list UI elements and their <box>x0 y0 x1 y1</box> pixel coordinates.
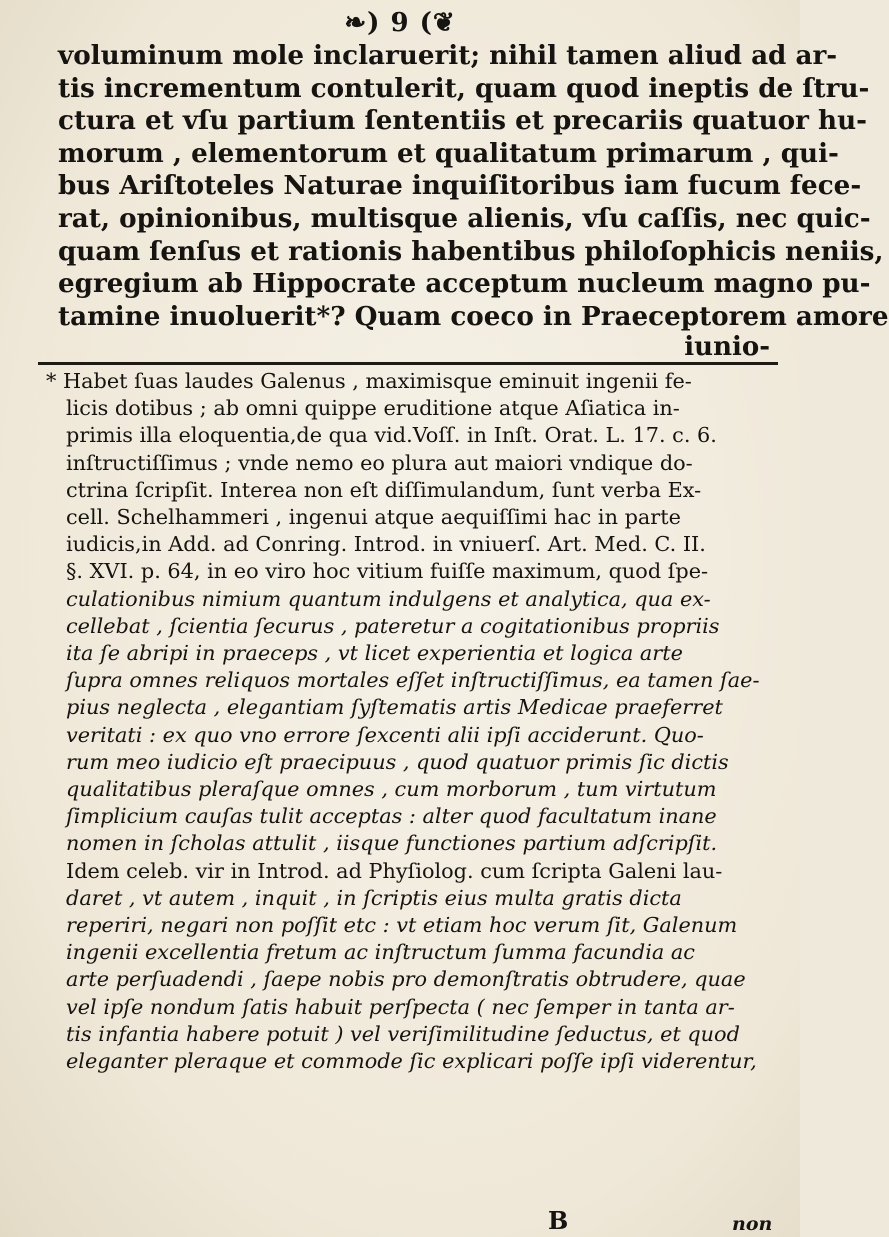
footnote-line: inſtructiſſimus ; vnde nemo eo plura aut maiori vndique do- <box>66 450 693 475</box>
main-line: voluminum mole inclaruerit; nihil tamen aliud ad ar- <box>58 40 838 71</box>
main-line: bus Ariſtoteles Naturae inquiſitoribus iam fucum fece- <box>58 170 862 202</box>
footnote-line: primis illa eloquentia,de qua vid.Voſſ. in Inſt. Orat. L. 17. c. 6. <box>66 423 717 448</box>
footnote-line: ingenii excellentia fretum ac inſtructum ſumma facundia ac <box>66 940 695 965</box>
page-number: 9 <box>390 8 410 38</box>
main-line: morum , elementorum et qualitatum primarum , qui- <box>58 137 839 169</box>
footnote-line: ita ſe abripi in praeceps , vt licet experientia et logica arte <box>66 641 683 666</box>
footnote-line: tis infantia habere potuit ) vel veriſimilitudine ſeductus, et quod <box>66 1021 740 1046</box>
main-line: ctura et vſu partium ſententiis et precariis quatuor hu- <box>58 105 867 137</box>
footnote-line: cell. Schelhammeri , ingenui atque aequiſſimi hac in parte <box>66 505 681 530</box>
main-text <box>58 40 889 333</box>
footnote-line: cellebat , ſcientia ſecurus , pateretur a cogitationibus propriis <box>66 613 720 638</box>
header-ornament-right: (❦ <box>409 8 456 38</box>
main-line: tis incrementum contulerit, quam quod ineptis de ſtru- <box>58 72 870 104</box>
signature-mark: B <box>548 1206 569 1235</box>
footnote <box>46 368 776 1075</box>
footnote-line: Idem celeb. vir in Introd. ad Phyſiolog. cum ſcripta Galeni lau- <box>66 858 723 883</box>
footnote-line: culationibus nimium quantum indulgens et analytica, qua ex- <box>66 586 711 611</box>
catchword-main: iunio- <box>684 332 770 362</box>
header-ornament-left: ❧) <box>344 8 391 38</box>
footnote-line: arte perſuadendi , ſaepe nobis pro demonſtratis obtrudere, quae <box>66 967 746 992</box>
catchword-footnote: non <box>732 1213 773 1235</box>
footnote-line: eleganter pleraque et commode ſic explicari poſſe ipſi viderentur, <box>66 1049 757 1074</box>
main-line: egregium ab Hippocrate acceptum nucleum magno pu- <box>58 268 871 300</box>
footnote-line: ſupra omnes reliquos mortales eſſet inſtructiſſimus, ea tamen ſae- <box>66 668 760 693</box>
footnote-rule <box>38 362 778 365</box>
footnote-line: licis dotibus ; ab omni quippe eruditione atque Aſiatica in- <box>66 396 680 421</box>
footnote-line: ſimplicium cauſas tulit acceptas : alter quod facultatum inane <box>66 804 717 829</box>
footnote-line: rum meo iudicio eſt praecipuus , quod quatuor primis ſic dictis <box>66 749 729 774</box>
footnote-line: ctrina ſcripſit. Interea non eſt diſſimulandum, ſunt verba Ex- <box>66 477 702 502</box>
main-line: quam ſenſus et rationis habentibus philoſophicis neniis, <box>58 235 884 267</box>
page-header <box>0 8 800 38</box>
footnote-line: iudicis,in Add. ad Conring. Introd. in vniuerſ. Art. Med. C. II. <box>66 532 706 557</box>
footnote-line: * Habet ſuas laudes Galenus , maximisque eminuit ingenii fe- <box>46 369 692 393</box>
footnote-line: vel ipſe nondum ſatis habuit perſpecta ( nec ſemper in tanta ar- <box>66 994 735 1019</box>
footnote-line: qualitatibus pleraſque omnes , cum morborum , tum virtutum <box>66 777 717 802</box>
footnote-line: reperiri, negari non poſſit etc : vt etiam hoc verum ſit, Galenum <box>66 913 738 938</box>
footnote-line: §. XVI. p. 64, in eo viro hoc vitium fuiſſe maximum, quod ſpe- <box>66 559 709 584</box>
footnote-line: veritati : ex quo vno errore ſexcenti alii ipſi acciderunt. Quo- <box>66 722 704 747</box>
footnote-line: daret , vt autem , inquit , in ſcriptis eius multa gratis dicta <box>66 885 682 910</box>
footnote-line: pius neglecta , elegantiam ſyſtematis artis Medicae praeferret <box>66 695 723 720</box>
main-line: tamine inuoluerit*? Quam coeco in Praeceptorem amore <box>58 300 889 332</box>
footnote-line: nomen in ſcholas attulit , iisque functiones partium adſcripſit. <box>66 831 718 856</box>
main-line: rat, opinionibus, multisque alienis, vſu caſſis, nec quic- <box>58 202 871 234</box>
